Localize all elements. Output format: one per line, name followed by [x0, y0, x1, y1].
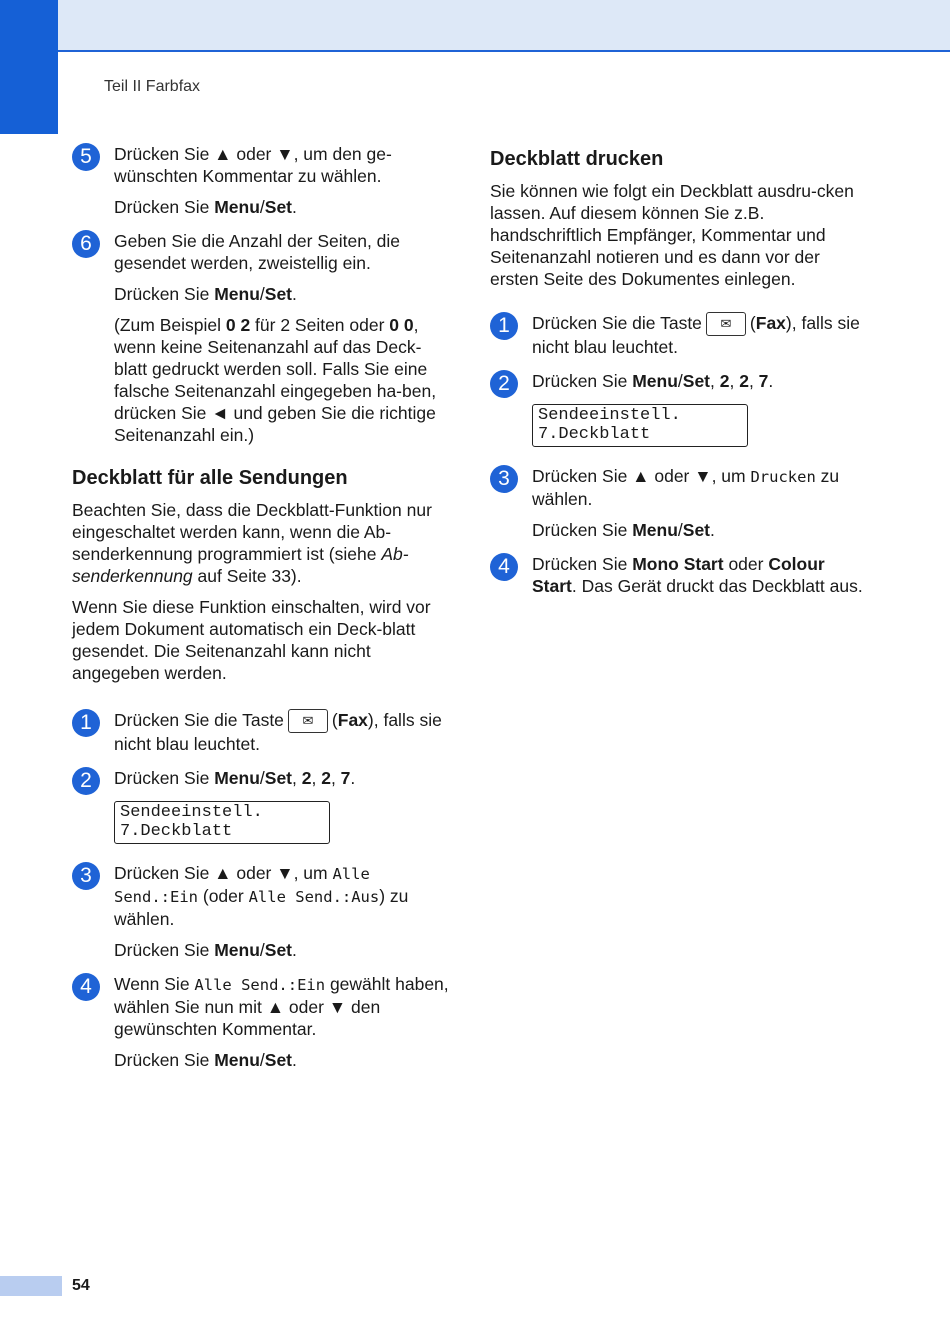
step-text: für 2 Seiten oder: [250, 315, 390, 335]
key-colour-start: Colour Start: [532, 554, 825, 597]
key-fax: Fax: [337, 710, 368, 730]
key-set: Set: [682, 371, 710, 392]
fax-icon: ✉: [706, 312, 746, 336]
key-set: Set: [264, 1050, 292, 1071]
lcd-option: Alle Send.:Ein: [194, 976, 326, 995]
paragraph: Beachten Sie, dass die Deckblatt-Funktion nur eingeschaltet werden kann, wenn die Ab-senderkennung programmiert ist (siehe Ab-senderkennung auf Seite 33).: [72, 500, 432, 586]
step-2: 2 Drücken Sie Menu/Set, 2, 2, 7.: [72, 767, 452, 789]
step-number: 5: [72, 143, 100, 171]
key-menu: Menu: [214, 1050, 260, 1071]
lcd-line-2: 7.Deckblatt: [538, 425, 651, 445]
separator: /: [259, 197, 265, 217]
step-number: 1: [490, 312, 518, 340]
key-menu: Menu: [214, 197, 260, 217]
lcd-option: Alle Send.:Aus: [248, 888, 380, 907]
key-set: Set: [264, 940, 292, 961]
lcd-line-2: 7.Deckblatt: [120, 822, 233, 842]
running-header: Teil II Farbfax: [104, 78, 201, 95]
lcd-line-1: Sendeeinstell.: [120, 803, 263, 823]
footer-band: [0, 1276, 62, 1296]
section-title: Deckblatt drucken: [490, 148, 664, 170]
key-menu: Menu: [214, 284, 260, 304]
step-1: 1 Drücken Sie die Taste ✉ (Fax), falls sie nicht blau leuchtet.: [490, 312, 870, 358]
section-title: Deckblatt für alle Sendungen: [72, 467, 348, 489]
lcd-line-1: Sendeeinstell.: [538, 406, 681, 426]
step-1: 1 Drücken Sie die Taste ✉ (Fax), falls sie nicht blau leuchtet.: [72, 709, 452, 755]
step-3: 3 Drücken Sie ▲ oder ▼, um Drucken zu wählen. Drücken Sie Menu/Set.: [490, 465, 870, 541]
separator: /: [259, 284, 265, 304]
key-set: Set: [682, 520, 710, 541]
key-menu: Menu: [214, 768, 260, 789]
header-rule: [58, 50, 950, 52]
step-2: 2 Drücken Sie Menu/Set, 2, 2, 7.: [490, 370, 870, 392]
key-menu: Menu: [632, 520, 678, 541]
key-set: Set: [264, 284, 292, 304]
key-menu: Menu: [632, 371, 678, 392]
header-band: [0, 0, 950, 50]
punct: .: [292, 284, 297, 304]
step-text: , wenn keine Seitenanzahl auf das Deck-blatt gedruckt werden soll. Falls Sie eine falsche Seitenanzahl eingegeben ha-ben, drücken Sie ◄ und geben Sie die richtige Seitenanzahl ein.): [114, 315, 437, 445]
step-number: 4: [490, 553, 518, 581]
key-set: Set: [264, 197, 292, 217]
step-number: 3: [72, 862, 100, 890]
right-column: [490, 143, 870, 609]
fax-icon: ✉: [288, 709, 328, 733]
step-number: 6: [72, 230, 100, 258]
step-text: Drücken Sie: [114, 284, 215, 304]
step-4: 4 Wenn Sie Alle Send.:Ein gewählt haben, wählen Sie nun mit ▲ oder ▼ den gewünschten Kommentar. Drücken Sie Menu/Set.: [72, 973, 452, 1071]
paragraph: Wenn Sie diese Funktion einschalten, wird vor jedem Dokument automatisch ein Deck-blatt gesendet. Die Seitenanzahl kann nicht angegeben werden.: [72, 597, 431, 683]
cross-reference: Ab-senderkennung: [72, 544, 409, 586]
lcd-display: [114, 801, 330, 844]
punct: .: [292, 197, 297, 217]
key-menu: Menu: [214, 940, 260, 961]
paragraph: Sie können wie folgt ein Deckblatt ausdru-cken lassen. Auf diesem können Sie z.B. handschriftlich Empfänger, Kommentar und Seitenanzahl notieren und es dann vor der ersten Seite des Dokumentes einlegen.: [490, 181, 854, 289]
step-6: [72, 230, 452, 446]
key-set: Set: [264, 768, 292, 789]
step-text: (Zum Beispiel: [114, 315, 226, 335]
step-text: Drücken Sie ▲ oder ▼, um den ge-wünschten Kommentar zu wählen.: [114, 144, 392, 186]
step-4: 4 Drücken Sie Mono Start oder Colour Start. Das Gerät druckt das Deckblatt aus.: [490, 553, 870, 597]
step-number: 2: [72, 767, 100, 795]
key-fax: Fax: [755, 313, 786, 333]
example-digits: 0 0: [389, 315, 414, 335]
left-column: [72, 143, 452, 1083]
chapter-tab: [0, 0, 58, 134]
lcd-option: Drucken: [750, 468, 816, 487]
key-mono-start: Mono Start: [632, 554, 724, 575]
lcd-option: Alle Send.:Ein: [114, 865, 370, 907]
page-number: 54: [72, 1277, 90, 1294]
lcd-display: [532, 404, 748, 447]
step-5: [72, 143, 452, 218]
step-number: 4: [72, 973, 100, 1001]
step-3: 3 Drücken Sie ▲ oder ▼, um Alle Send.:Ein (oder Alle Send.:Aus) zu wählen. Drücken Sie Menu/Set.: [72, 862, 452, 961]
step-number: 3: [490, 465, 518, 493]
step-text: Drücken Sie: [114, 197, 215, 217]
step-number: 1: [72, 709, 100, 737]
step-text: Geben Sie die Anzahl der Seiten, die gesendet werden, zweistellig ein.: [114, 231, 401, 273]
example-digits: 0 2: [225, 315, 251, 335]
step-number: 2: [490, 370, 518, 398]
